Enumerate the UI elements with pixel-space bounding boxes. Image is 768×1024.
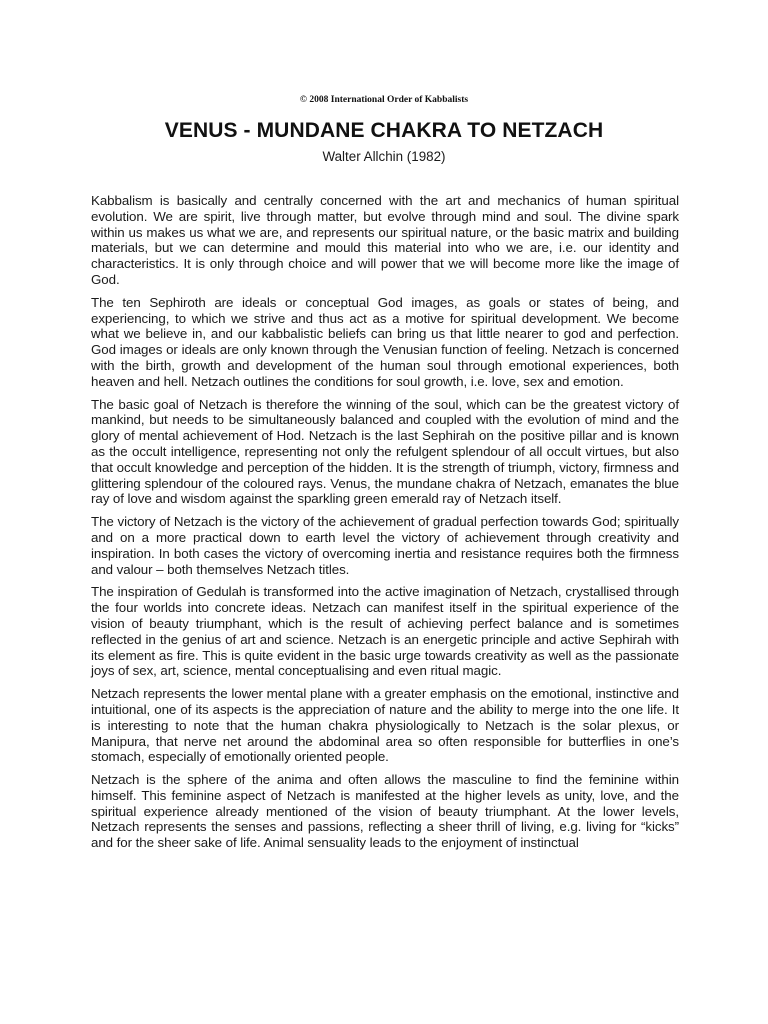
copyright-notice: © 2008 International Order of Kabbalists bbox=[299, 95, 469, 105]
paragraph: The ten Sephiroth are ideals or conceptual God images, as goals or states of being, and experiencing, to which we strive and thus act as a motive for spiritual development. We become what we believe in, and our kabbalistic beliefs can bring us that little nearer to god and perfection. God images or ideals are only known through the Venusian function of feeling. Netzach is concerned with the birth, growth and development of the human soul through emotional experiences, both heaven and hell. Netzach outlines the conditions for soul growth, i.e. love, sex and emotion. bbox=[91, 294, 679, 389]
paragraph: Netzach represents the lower mental plane with a greater emphasis on the emotional, instinctive and intuitional, one of its aspects is the appreciation of nature and the ability to merge into the one life. It is interesting to note that the human chakra physiologically to Netzach is the solar plexus, or Manipura, that nerve net around the abdominal area so often responsible for butterflies in one’s stomach, especially of emotionally oriented people. bbox=[91, 686, 679, 765]
paragraph: The basic goal of Netzach is therefore the winning of the soul, which can be the greatest victory of mankind, but needs to be simultaneously balanced and coupled with the evolution of mind and the glory of mental achievement of Hod. Netzach is the last Sephirah on the positive pillar and is known as the occult intelligence, representing not only the refulgent splendour of all occult virtues, but also that occult knowledge and perception of the hidden. It is the strength of triumph, victory, firmness and glittering splendour of the coloured rays. Venus, the mundane chakra of Netzach, emanates the blue ray of love and wisdom against the sparkling green emerald ray of Netzach itself. bbox=[91, 396, 679, 507]
paragraph: The victory of Netzach is the victory of the achievement of gradual perfection towards God; spiritually and on a more practical down to earth level the victory of achievement through creativity and inspiration. In both cases the victory of overcoming inertia and resistance requires both the firmness and valour – both themselves Netzach titles. bbox=[91, 514, 679, 577]
body-text bbox=[91, 193, 679, 858]
document-title: VENUS - MUNDANE CHAKRA TO NETZACH bbox=[164, 119, 604, 142]
paragraph: Kabbalism is basically and centrally concerned with the art and mechanics of human spiritual evolution. We are spirit, live through matter, but evolve through mind and soul. The divine spark within us makes us what we are, and represents our spiritual nature, or the basic matrix and building materials, but we can determine and mould this material into who we are, i.e. our identity and characteristics. It is only through choice and will power that we will become more like the image of God. bbox=[91, 193, 679, 287]
author-line: Walter Allchin (1982) bbox=[322, 149, 446, 164]
paragraph: The inspiration of Gedulah is transformed into the active imagination of Netzach, crystallised through the four worlds into concrete ideas. Netzach can manifest itself in the spiritual experience of the vision of beauty triumphant, which is the result of achieving perfect balance and is sometimes reflected in the genius of art and science. Netzach is an energetic principle and active Sephirah with its element as fire. This is quite evident in the basic urge towards creativity as well as the passionate joys of sex, art, science, mental conceptualising and even ritual magic. bbox=[91, 584, 679, 679]
paragraph: Netzach is the sphere of the anima and often allows the masculine to find the feminine within himself. This feminine aspect of Netzach is manifested at the higher levels as unity, love, and the spiritual experience already mentioned of the vision of beauty triumphant. At the lower levels, Netzach represents the senses and passions, reflecting a sheer thrill of living, e.g. living for “kicks” and for the sheer sake of life. Animal sensuality leads to the enjoyment of instinctual bbox=[91, 772, 679, 851]
